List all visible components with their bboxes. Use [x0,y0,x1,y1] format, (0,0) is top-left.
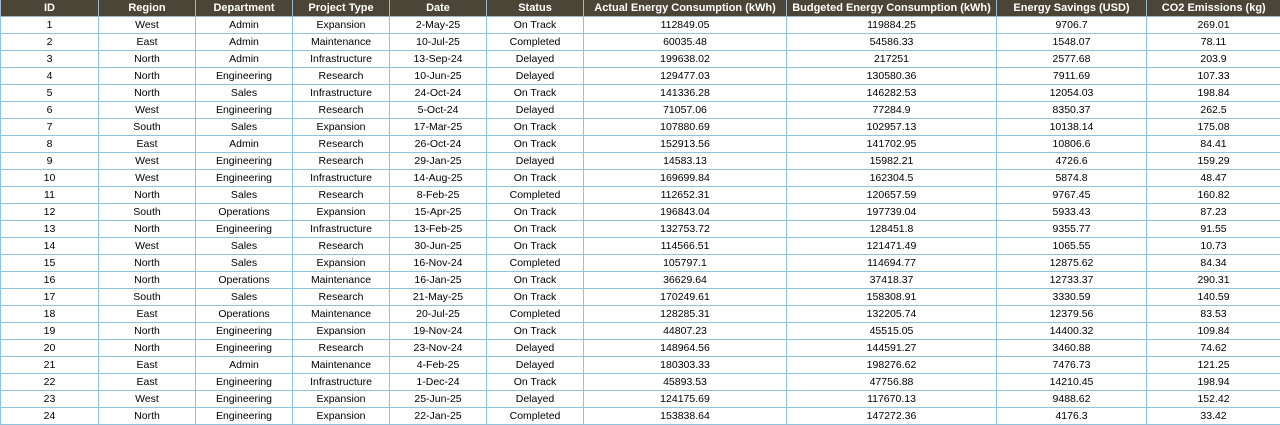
co2-emissions-cell[interactable]: 84.34 [1147,255,1280,272]
energy-savings-cell[interactable]: 5874.8 [997,170,1147,187]
status-cell[interactable]: On Track [487,17,584,34]
date-cell[interactable]: 8-Feb-25 [390,187,487,204]
region-cell[interactable]: South [99,119,196,136]
table-header [1,0,1280,17]
budgeted-energy-cell[interactable]: 114694.77 [787,255,997,272]
id-cell[interactable]: 2 [1,34,99,51]
id-cell[interactable]: 3 [1,51,99,68]
date-cell[interactable]: 1-Dec-24 [390,374,487,391]
id-cell[interactable]: 14 [1,238,99,255]
date-cell[interactable]: 14-Aug-25 [390,170,487,187]
co2-emissions-cell[interactable]: 83.53 [1147,306,1280,323]
department-cell[interactable]: Operations [196,306,293,323]
id-cell[interactable]: 10 [1,170,99,187]
co2-emissions-cell[interactable]: 159.29 [1147,153,1280,170]
actual-energy-cell[interactable]: 148964.56 [584,340,787,357]
region-cell[interactable]: West [99,153,196,170]
department-cell[interactable]: Sales [196,119,293,136]
table-row [1,102,1280,119]
date-cell[interactable]: 16-Jan-25 [390,272,487,289]
region-cell[interactable]: West [99,238,196,255]
id-cell[interactable]: 12 [1,204,99,221]
region-cell[interactable]: North [99,408,196,425]
status-cell[interactable]: Delayed [487,51,584,68]
table-row [1,374,1280,391]
budgeted-energy-cell[interactable]: 120657.59 [787,187,997,204]
status-cell[interactable]: On Track [487,374,584,391]
id-cell[interactable]: 17 [1,289,99,306]
region-cell[interactable]: North [99,255,196,272]
department-cell[interactable]: Sales [196,85,293,102]
co2-emissions-cell[interactable]: 140.59 [1147,289,1280,306]
department-cell[interactable]: Sales [196,238,293,255]
status-cell[interactable]: Delayed [487,391,584,408]
project-type-cell[interactable]: Expansion [293,255,390,272]
project-type-cell[interactable]: Expansion [293,119,390,136]
budgeted-energy-cell[interactable]: 144591.27 [787,340,997,357]
co2-emissions-cell[interactable]: 262.5 [1147,102,1280,119]
table-row [1,221,1280,238]
co2-emissions-cell[interactable]: 175.08 [1147,119,1280,136]
table-row [1,136,1280,153]
id-cell[interactable]: 18 [1,306,99,323]
table-row [1,306,1280,323]
budgeted-energy-cell[interactable]: 45515.05 [787,323,997,340]
region-cell[interactable]: North [99,340,196,357]
table-row [1,340,1280,357]
energy-savings-cell[interactable]: 10806.6 [997,136,1147,153]
id-cell[interactable]: 5 [1,85,99,102]
budgeted-energy-cell[interactable]: 197739.04 [787,204,997,221]
date-cell[interactable]: 21-May-25 [390,289,487,306]
energy-savings-cell[interactable]: 14210.45 [997,374,1147,391]
energy-savings-cell[interactable]: 7911.69 [997,68,1147,85]
department-cell[interactable]: Operations [196,204,293,221]
department-cell[interactable]: Engineering [196,374,293,391]
region-cell[interactable]: North [99,323,196,340]
id-cell[interactable]: 24 [1,408,99,425]
date-cell[interactable]: 10-Jun-25 [390,68,487,85]
region-cell[interactable]: North [99,187,196,204]
region-cell[interactable]: North [99,68,196,85]
project-type-cell[interactable]: Expansion [293,391,390,408]
status-cell[interactable]: Delayed [487,102,584,119]
energy-savings-cell[interactable]: 7476.73 [997,357,1147,374]
status-cell[interactable]: On Track [487,119,584,136]
energy-savings-cell[interactable]: 3460.88 [997,340,1147,357]
budgeted-energy-cell[interactable]: 141702.95 [787,136,997,153]
department-cell[interactable]: Engineering [196,408,293,425]
id-cell[interactable]: 11 [1,187,99,204]
table-row [1,68,1280,85]
budgeted-energy-cell[interactable]: 162304.5 [787,170,997,187]
department-cell[interactable]: Engineering [196,340,293,357]
date-cell[interactable]: 15-Apr-25 [390,204,487,221]
department-cell[interactable]: Operations [196,272,293,289]
actual-energy-cell[interactable]: 45893.53 [584,374,787,391]
status-cell[interactable]: On Track [487,238,584,255]
date-cell[interactable]: 2-May-25 [390,17,487,34]
id-cell[interactable]: 6 [1,102,99,119]
co2-emissions-cell[interactable]: 198.84 [1147,85,1280,102]
status-cell[interactable]: Delayed [487,357,584,374]
department-cell[interactable]: Engineering [196,391,293,408]
table-row [1,391,1280,408]
budgeted-energy-cell[interactable]: 198276.62 [787,357,997,374]
project-type-cell[interactable]: Expansion [293,323,390,340]
date-cell[interactable]: 4-Feb-25 [390,357,487,374]
status-cell[interactable]: Completed [487,408,584,425]
project-type-cell[interactable]: Expansion [293,17,390,34]
table-row [1,255,1280,272]
status-cell[interactable]: Completed [487,306,584,323]
co2-emissions-cell[interactable]: 109.84 [1147,323,1280,340]
budgeted-energy-cell[interactable]: 15982.21 [787,153,997,170]
energy-savings-cell[interactable]: 12875.62 [997,255,1147,272]
status-cell[interactable]: Completed [487,255,584,272]
budgeted-energy-cell[interactable]: 147272.36 [787,408,997,425]
project-type-cell[interactable]: Infrastructure [293,374,390,391]
energy-savings-cell[interactable]: 10138.14 [997,119,1147,136]
budgeted-energy-cell[interactable]: 37418.37 [787,272,997,289]
energy-savings-cell[interactable]: 2577.68 [997,51,1147,68]
co2-emissions-cell[interactable]: 152.42 [1147,391,1280,408]
department-cell[interactable]: Sales [196,289,293,306]
project-type-cell[interactable]: Maintenance [293,357,390,374]
status-cell[interactable]: On Track [487,289,584,306]
department-cell[interactable]: Engineering [196,68,293,85]
actual-energy-cell[interactable]: 112652.31 [584,187,787,204]
co2-emissions-cell[interactable]: 269.01 [1147,17,1280,34]
project-type-cell[interactable]: Research [293,136,390,153]
date-cell[interactable]: 23-Nov-24 [390,340,487,357]
actual-energy-cell[interactable]: 36629.64 [584,272,787,289]
department-cell[interactable]: Engineering [196,323,293,340]
region-cell[interactable]: South [99,204,196,221]
region-cell[interactable]: West [99,170,196,187]
column-header-actual-energy[interactable]: Actual Energy Consumption (kWh) [584,0,787,17]
table-row [1,289,1280,306]
actual-energy-cell[interactable]: 60035.48 [584,34,787,51]
date-cell[interactable]: 13-Feb-25 [390,221,487,238]
region-cell[interactable]: West [99,17,196,34]
co2-emissions-cell[interactable]: 107.33 [1147,68,1280,85]
column-header-status[interactable]: Status [487,0,584,17]
project-type-cell[interactable]: Maintenance [293,306,390,323]
id-cell[interactable]: 13 [1,221,99,238]
energy-savings-cell[interactable]: 9355.77 [997,221,1147,238]
table-row [1,238,1280,255]
budgeted-energy-cell[interactable]: 102957.13 [787,119,997,136]
co2-emissions-cell[interactable]: 203.9 [1147,51,1280,68]
co2-emissions-cell[interactable]: 74.62 [1147,340,1280,357]
column-header-co2-emissions[interactable]: CO2 Emissions (kg) [1147,0,1280,17]
date-cell[interactable]: 16-Nov-24 [390,255,487,272]
region-cell[interactable]: North [99,85,196,102]
energy-savings-cell[interactable]: 4176.3 [997,408,1147,425]
id-cell[interactable]: 22 [1,374,99,391]
energy-savings-cell[interactable]: 1548.07 [997,34,1147,51]
table-row [1,153,1280,170]
actual-energy-cell[interactable]: 132753.72 [584,221,787,238]
department-cell[interactable]: Engineering [196,221,293,238]
region-cell[interactable]: East [99,374,196,391]
id-cell[interactable]: 21 [1,357,99,374]
table-row [1,119,1280,136]
id-cell[interactable]: 15 [1,255,99,272]
project-type-cell[interactable]: Research [293,238,390,255]
date-cell[interactable]: 30-Jun-25 [390,238,487,255]
budgeted-energy-cell[interactable]: 146282.53 [787,85,997,102]
column-header-project-type[interactable]: Project Type [293,0,390,17]
department-cell[interactable]: Admin [196,51,293,68]
date-cell[interactable]: 10-Jul-25 [390,34,487,51]
region-cell[interactable]: West [99,102,196,119]
table-row [1,187,1280,204]
table-row [1,204,1280,221]
co2-emissions-cell[interactable]: 10.73 [1147,238,1280,255]
project-type-cell[interactable]: Research [293,102,390,119]
energy-savings-cell[interactable]: 12379.56 [997,306,1147,323]
column-header-energy-savings[interactable]: Energy Savings (USD) [997,0,1147,17]
energy-savings-cell[interactable]: 3330.59 [997,289,1147,306]
co2-emissions-cell[interactable]: 48.47 [1147,170,1280,187]
budgeted-energy-cell[interactable]: 132205.74 [787,306,997,323]
project-type-cell[interactable]: Maintenance [293,34,390,51]
id-cell[interactable]: 23 [1,391,99,408]
region-cell[interactable]: North [99,272,196,289]
actual-energy-cell[interactable]: 124175.69 [584,391,787,408]
date-cell[interactable]: 5-Oct-24 [390,102,487,119]
energy-savings-cell[interactable]: 8350.37 [997,102,1147,119]
energy-savings-cell[interactable]: 9706.7 [997,17,1147,34]
department-cell[interactable]: Sales [196,187,293,204]
co2-emissions-cell[interactable]: 33.42 [1147,408,1280,425]
actual-energy-cell[interactable]: 128285.31 [584,306,787,323]
header-row [1,0,1280,17]
date-cell[interactable]: 20-Jul-25 [390,306,487,323]
date-cell[interactable]: 29-Jan-25 [390,153,487,170]
status-cell[interactable]: On Track [487,170,584,187]
co2-emissions-cell[interactable]: 91.55 [1147,221,1280,238]
department-cell[interactable]: Admin [196,17,293,34]
actual-energy-cell[interactable]: 152913.56 [584,136,787,153]
budgeted-energy-cell[interactable]: 54586.33 [787,34,997,51]
co2-emissions-cell[interactable]: 84.41 [1147,136,1280,153]
region-cell[interactable]: East [99,306,196,323]
energy-savings-cell[interactable]: 9767.45 [997,187,1147,204]
energy-savings-cell[interactable]: 12054.03 [997,85,1147,102]
column-header-id[interactable]: ID [1,0,99,17]
department-cell[interactable]: Admin [196,357,293,374]
budgeted-energy-cell[interactable]: 117670.13 [787,391,997,408]
energy-savings-cell[interactable]: 9488.62 [997,391,1147,408]
energy-savings-cell[interactable]: 12733.37 [997,272,1147,289]
id-cell[interactable]: 8 [1,136,99,153]
id-cell[interactable]: 4 [1,68,99,85]
energy-savings-cell[interactable]: 1065.55 [997,238,1147,255]
project-type-cell[interactable]: Expansion [293,408,390,425]
actual-energy-cell[interactable]: 170249.61 [584,289,787,306]
status-cell[interactable]: On Track [487,204,584,221]
actual-energy-cell[interactable]: 153838.64 [584,408,787,425]
id-cell[interactable]: 20 [1,340,99,357]
column-header-budgeted-energy[interactable]: Budgeted Energy Consumption (kWh) [787,0,997,17]
department-cell[interactable]: Engineering [196,170,293,187]
status-cell[interactable]: Delayed [487,68,584,85]
actual-energy-cell[interactable]: 14583.13 [584,153,787,170]
status-cell[interactable]: On Track [487,85,584,102]
project-type-cell[interactable]: Research [293,289,390,306]
department-cell[interactable]: Admin [196,34,293,51]
actual-energy-cell[interactable]: 196843.04 [584,204,787,221]
co2-emissions-cell[interactable]: 290.31 [1147,272,1280,289]
table-row [1,51,1280,68]
date-cell[interactable]: 19-Nov-24 [390,323,487,340]
actual-energy-cell[interactable]: 107880.69 [584,119,787,136]
department-cell[interactable]: Engineering [196,153,293,170]
actual-energy-cell[interactable]: 112849.05 [584,17,787,34]
table-row [1,34,1280,51]
date-cell[interactable]: 22-Jan-25 [390,408,487,425]
project-type-cell[interactable]: Infrastructure [293,85,390,102]
energy-savings-cell[interactable]: 14400.32 [997,323,1147,340]
id-cell[interactable]: 1 [1,17,99,34]
date-cell[interactable]: 13-Sep-24 [390,51,487,68]
project-type-cell[interactable]: Research [293,153,390,170]
table-row [1,272,1280,289]
region-cell[interactable]: East [99,136,196,153]
id-cell[interactable]: 16 [1,272,99,289]
actual-energy-cell[interactable]: 169699.84 [584,170,787,187]
date-cell[interactable]: 24-Oct-24 [390,85,487,102]
project-type-cell[interactable]: Maintenance [293,272,390,289]
actual-energy-cell[interactable]: 199638.02 [584,51,787,68]
project-type-cell[interactable]: Infrastructure [293,221,390,238]
table-row [1,408,1280,425]
status-cell[interactable]: On Track [487,323,584,340]
region-cell[interactable]: East [99,357,196,374]
budgeted-energy-cell[interactable]: 47756.88 [787,374,997,391]
department-cell[interactable]: Admin [196,136,293,153]
date-cell[interactable]: 25-Jun-25 [390,391,487,408]
status-cell[interactable]: On Track [487,136,584,153]
co2-emissions-cell[interactable]: 160.82 [1147,187,1280,204]
department-cell[interactable]: Sales [196,255,293,272]
actual-energy-cell[interactable]: 105797.1 [584,255,787,272]
date-cell[interactable]: 17-Mar-25 [390,119,487,136]
column-header-date[interactable]: Date [390,0,487,17]
budgeted-energy-cell[interactable]: 158308.91 [787,289,997,306]
actual-energy-cell[interactable]: 44807.23 [584,323,787,340]
department-cell[interactable]: Engineering [196,102,293,119]
status-cell[interactable]: Delayed [487,340,584,357]
status-cell[interactable]: On Track [487,272,584,289]
table-row [1,357,1280,374]
actual-energy-cell[interactable]: 114566.51 [584,238,787,255]
project-type-cell[interactable]: Research [293,68,390,85]
id-cell[interactable]: 19 [1,323,99,340]
region-cell[interactable]: North [99,51,196,68]
actual-energy-cell[interactable]: 129477.03 [584,68,787,85]
budgeted-energy-cell[interactable]: 77284.9 [787,102,997,119]
status-cell[interactable]: Delayed [487,153,584,170]
table-row [1,323,1280,340]
id-cell[interactable]: 9 [1,153,99,170]
co2-emissions-cell[interactable]: 198.94 [1147,374,1280,391]
budgeted-energy-cell[interactable]: 119884.25 [787,17,997,34]
region-cell[interactable]: North [99,221,196,238]
project-type-cell[interactable]: Infrastructure [293,170,390,187]
column-header-region[interactable]: Region [99,0,196,17]
region-cell[interactable]: South [99,289,196,306]
actual-energy-cell[interactable]: 180303.33 [584,357,787,374]
budgeted-energy-cell[interactable]: 121471.49 [787,238,997,255]
energy-savings-cell[interactable]: 5933.43 [997,204,1147,221]
status-cell[interactable]: On Track [487,221,584,238]
status-cell[interactable]: Completed [487,187,584,204]
budgeted-energy-cell[interactable]: 130580.36 [787,68,997,85]
co2-emissions-cell[interactable]: 87.23 [1147,204,1280,221]
date-cell[interactable]: 26-Oct-24 [390,136,487,153]
actual-energy-cell[interactable]: 141336.28 [584,85,787,102]
co2-emissions-cell[interactable]: 121.25 [1147,357,1280,374]
region-cell[interactable]: East [99,34,196,51]
project-type-cell[interactable]: Research [293,187,390,204]
region-cell[interactable]: West [99,391,196,408]
budgeted-energy-cell[interactable]: 128451.8 [787,221,997,238]
energy-savings-cell[interactable]: 4726.6 [997,153,1147,170]
table-body [1,17,1280,425]
table-row [1,170,1280,187]
actual-energy-cell[interactable]: 71057.06 [584,102,787,119]
co2-emissions-cell[interactable]: 78.11 [1147,34,1280,51]
status-cell[interactable]: Completed [487,34,584,51]
project-type-cell[interactable]: Infrastructure [293,51,390,68]
budgeted-energy-cell[interactable]: 217251 [787,51,997,68]
table-row [1,85,1280,102]
project-type-cell[interactable]: Research [293,340,390,357]
id-cell[interactable]: 7 [1,119,99,136]
table-row [1,17,1280,34]
column-header-department[interactable]: Department [196,0,293,17]
project-type-cell[interactable]: Expansion [293,204,390,221]
